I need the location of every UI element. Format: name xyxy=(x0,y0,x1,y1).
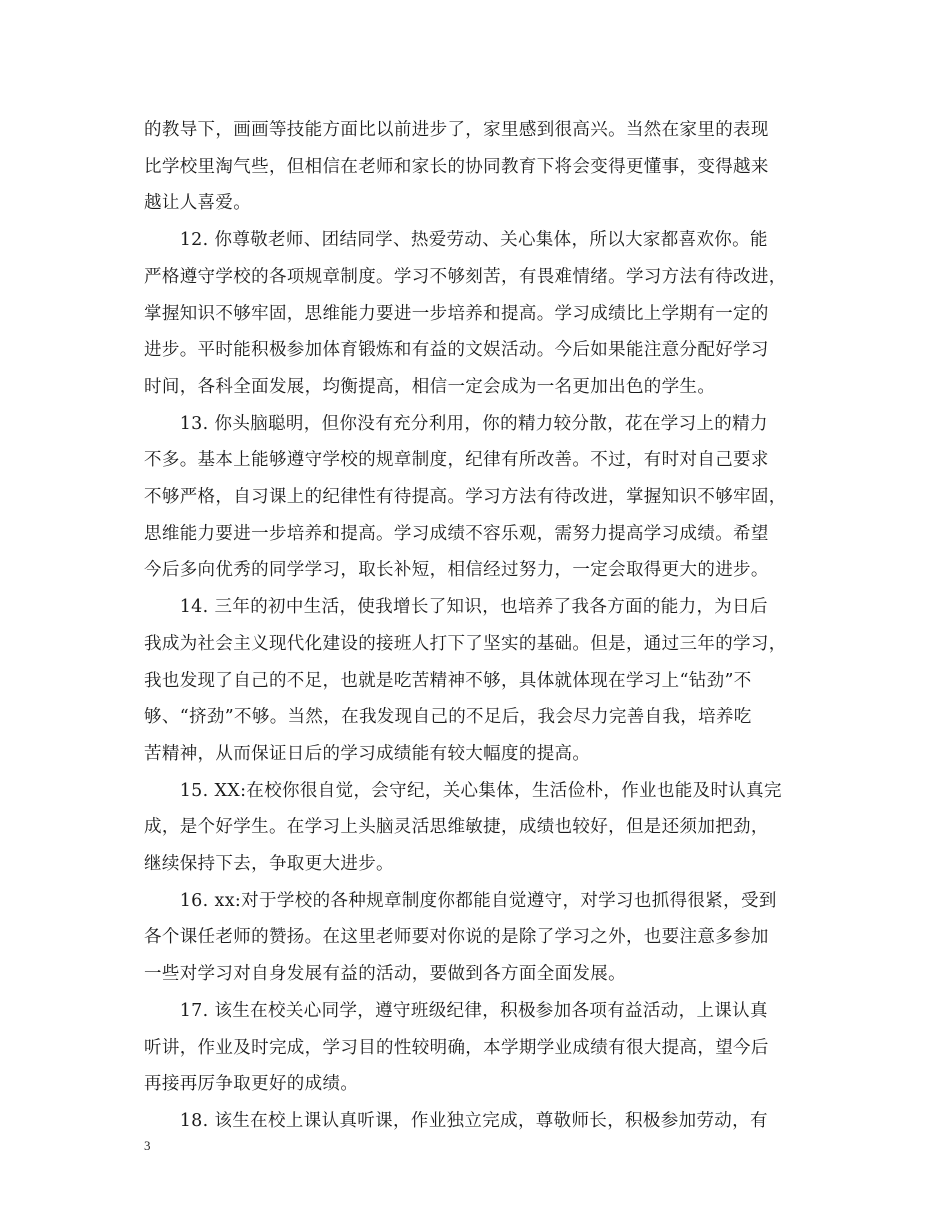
text-line: 不够严格，自习课上的纪律性有待提高。学习方法有待改进，掌握知识不够牢固， xyxy=(144,487,787,507)
text-line: 17. 该生在校关心同学，遵守班级纪律，积极参加各项有益活动，上课认真 xyxy=(144,1000,768,1021)
text-line: 各个课任老师的赞扬。在这里老师要对你说的是除了学习之外，也要注意多参加 xyxy=(144,927,769,948)
text-line: 我成为社会主义现代化建设的接班人打下了坚实的基础。但是，通过三年的学习， xyxy=(144,633,787,654)
text-line: 不多。基本上能够遵守学校的规章制度，纪律有所改善。不过，有时对自己要求 xyxy=(144,450,769,471)
text-line: 进步。平时能积极参加体育锻炼和有益的文娱活动。今后如果能注意分配好学习 xyxy=(144,340,769,361)
text-line: 时间，各科全面发展，均衡提高，相信一定会成为一名更加出色的学生。 xyxy=(144,376,716,397)
text-line: 我也发现了自己的不足，也就是吃苦精神不够，具体就体现在学习上“钻劲”不 xyxy=(144,670,752,691)
text-line: 严格遵守学校的各项规章制度。学习不够刻苦，有畏难情绪。学习方法有待改进， xyxy=(144,266,787,287)
text-line: 继续保持下去，争取更大进步。 xyxy=(144,854,394,874)
text-line: 18. 该生在校上课认真听课，作业独立完成，尊敬师长，积极参加劳动，有 xyxy=(144,1110,768,1131)
text-line: 越让人喜爱。 xyxy=(144,193,252,214)
text-line: 13. 你头脑聪明，但你没有充分利用，你的精力较分散，花在学习上的精力 xyxy=(144,413,768,434)
text-line: 成，是个好学生。在学习上头脑灵活思维敏捷，成绩也较好，但是还须加把劲， xyxy=(144,817,769,838)
text-line: 15. XX:在校你很自觉，会守纪，关心集体，生活俭朴，作业也能及时认真完 xyxy=(144,780,782,801)
text-line: 14. 三年的初中生活，使我增长了知识，也培养了我各方面的能力，为日后 xyxy=(144,597,768,618)
text-line: 苦精神，从而保证日后的学习成绩能有较大幅度的提高。 xyxy=(144,743,591,764)
text-line: 够、“挤劲”不够。当然，在我发现自己的不足后，我会尽力完善自我，培养吃 xyxy=(144,707,752,728)
text-line: 掌握知识不够牢固，思维能力要进一步培养和提高。学习成绩比上学期有一定的 xyxy=(144,303,769,324)
text-line: 思维能力要进一步培养和提高。学习成绩不容乐观，需努力提高学习成绩。希望 xyxy=(144,523,769,544)
text-line: 比学校里淘气些，但相信在老师和家长的协同教育下将会变得更懂事，变得越来 xyxy=(144,156,769,177)
text-line: 听讲，作业及时完成，学习目的性较明确，本学期学业成绩有很大提高，望今后 xyxy=(144,1037,769,1058)
page-number: 3 xyxy=(144,1138,151,1153)
text-line: 16. xx:对于学校的各种规章制度你都能自觉遵守，对学习也抓得很紧，受到 xyxy=(144,890,777,911)
text-line: 一些对学习对自身发展有益的活动，要做到各方面全面发展。 xyxy=(144,964,626,985)
text-line: 12. 你尊敬老师、团结同学、热爱劳动、关心集体，所以大家都喜欢你。能 xyxy=(144,230,768,251)
text-line: 的教导下，画画等技能方面比以前进步了，家里感到很高兴。当然在家里的表现 xyxy=(144,120,769,140)
text-line: 再接再厉争取更好的成绩。 xyxy=(144,1074,359,1095)
text-line: 今后多向优秀的同学学习，取长补短，相信经过努力，一定会取得更大的进步。 xyxy=(144,560,769,581)
